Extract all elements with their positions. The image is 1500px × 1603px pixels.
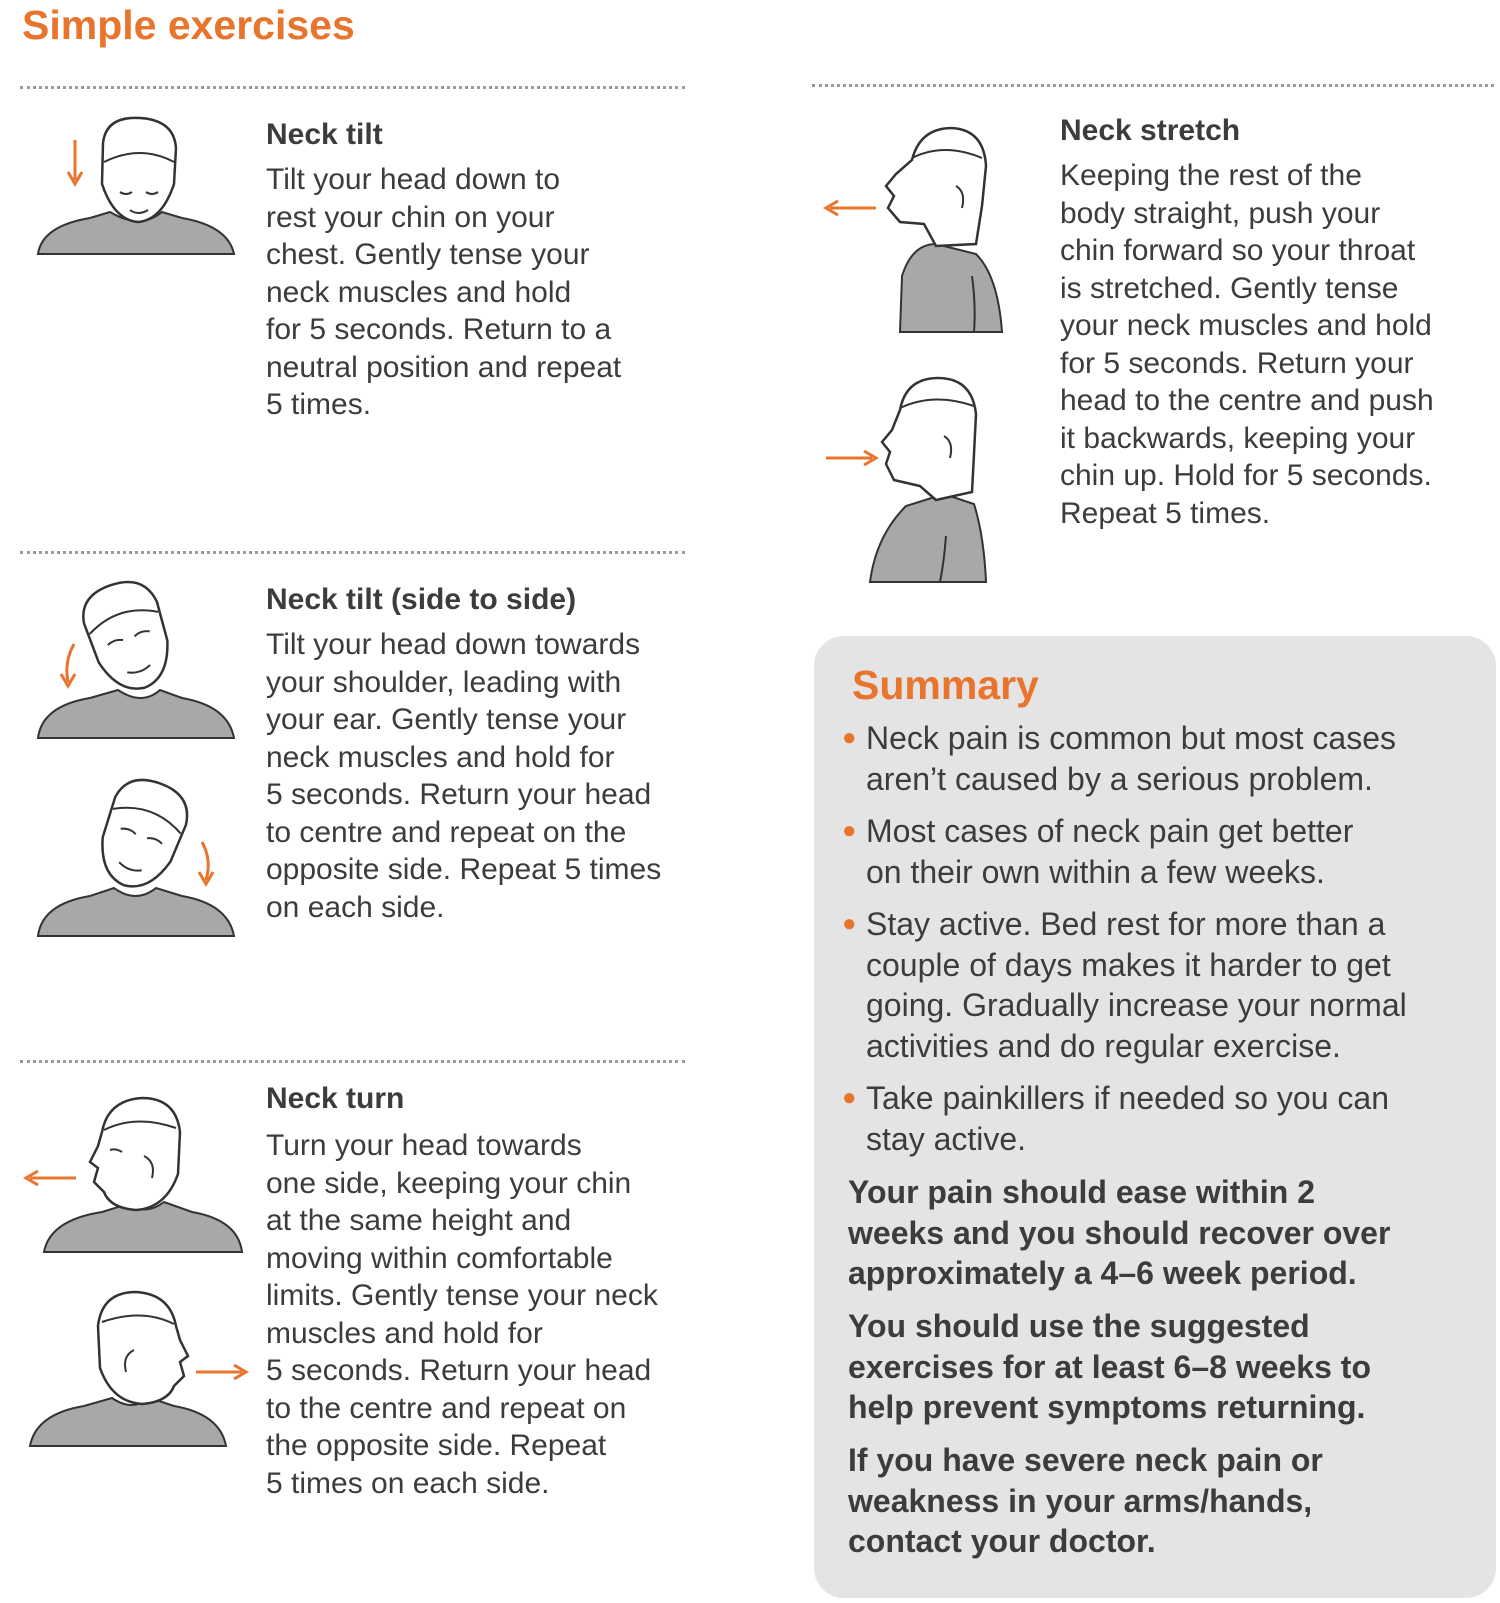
left-arrow-icon [26,1171,76,1185]
curved-arrow-icon [199,842,213,884]
exercise-title: Neck turn [266,1082,405,1115]
section-divider [20,86,685,89]
bullet-icon: ● [842,724,857,751]
exercise-neck-turn [266,1082,658,1502]
summary-panel [814,636,1496,1598]
summary-bullet-list [840,718,1480,1171]
section-divider [20,1060,685,1063]
exercise-neck-tilt [266,118,621,424]
neck-stretch-forward-illustration [826,126,1016,336]
summary-title: Summary [852,662,1039,708]
section-divider [20,551,685,554]
summary-bullet: ● Take painkillers if needed so you can stay active. [842,1080,1389,1157]
down-arrow-icon [68,140,82,184]
curved-arrow-icon [61,644,75,686]
section-divider [812,84,1494,87]
exercise-title: Neck tilt [266,118,383,151]
left-arrow-icon [826,201,876,215]
summary-bullet: ● Neck pain is common but most cases aren’t caused by a serious problem. [842,720,1396,797]
bullet-icon: ● [842,817,857,844]
neck-turn-right-illustration [24,1290,254,1450]
neck-stretch-backward-illustration [826,376,1016,586]
summary-recovery-note: Your pain should ease within 2 weeks and you should recover over approximately a 4–6 week period. [848,1174,1391,1291]
exercise-description: Keeping the rest of the body straight, push your chin forward so your throat is stretched. Gently tense your neck muscles and hold for 5 seconds. Return your head to the centre and push it backwards, keeping your chin up. Hold for 5 seconds. Repeat 5 times. [1060,159,1434,530]
exercise-neck-tilt-side [266,583,661,926]
exercise-description: Turn your head towards one side, keeping your chin at the same height and moving within comfortable limits. Gently tense your neck muscles and hold for 5 seconds. Return your head to the centre and repeat on the opposite side. Repeat 5 times on each side. [266,1129,658,1500]
exercise-title: Neck stretch [1060,114,1241,147]
exercise-neck-stretch [1060,114,1434,532]
summary-bullet: ● Stay active. Bed rest for more than a couple of days makes it harder to get going. Gradually increase your normal activities and do regular exercise. [842,906,1407,1064]
exercise-description: Tilt your head down to rest your chin on your chest. Gently tense your neck muscles and hold for 5 seconds. Return to a neutral position and repeat 5 times. [266,163,622,421]
summary-exercise-note: You should use the suggested exercises for at least 6–8 weeks to help prevent symptoms returning. [848,1308,1371,1425]
bullet-icon: ● [842,1084,857,1111]
exercise-description: Tilt your head down towards your shoulder, leading with your ear. Gently tense your neck muscles and hold for 5 seconds. Return your head to centre and repeat on the opposite side. Repeat 5 times on each side. [266,628,662,924]
neck-tilt-right-illustration [30,780,240,940]
summary-doctor-note: If you have severe neck pain or weakness in your arms/hands, contact your doctor. [848,1442,1323,1559]
neck-tilt-left-illustration [30,582,240,742]
summary-bullet: ● Most cases of neck pain get better on their own within a few weeks. [842,813,1354,890]
exercise-title: Neck tilt (side to side) [266,583,577,616]
bullet-icon: ● [842,910,857,937]
right-arrow-icon [196,1365,246,1379]
page-title: Simple exercises [22,2,355,48]
neck-turn-left-illustration [24,1096,254,1256]
neck-tilt-illustration [30,118,240,258]
right-arrow-icon [826,451,876,465]
